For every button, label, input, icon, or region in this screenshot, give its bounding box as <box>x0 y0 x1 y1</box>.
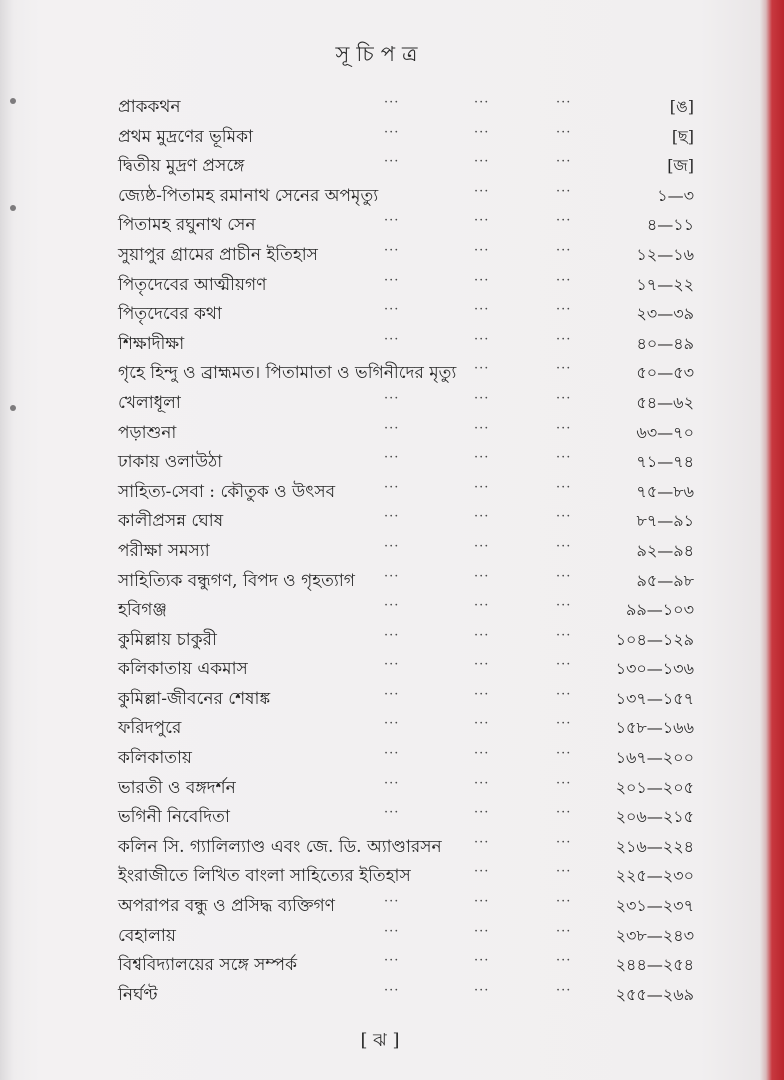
leader-dots: ··· <box>474 805 490 821</box>
toc-entry-title: জ্যেষ্ঠ-পিতামহ রমানাথ সেনের অপমৃত্যু <box>118 185 379 206</box>
toc-entry <box>0 151 760 181</box>
leader-dots: ··· <box>474 420 490 436</box>
leader-dots: ··· <box>556 509 572 525</box>
toc-entry-title: হবিগঞ্জ <box>118 600 167 621</box>
toc-entry <box>0 980 760 1010</box>
leader-dots: ··· <box>474 894 490 910</box>
toc-entry-title: সুয়াপুর গ্রামের প্রাচীন ইতিহাস <box>118 244 318 265</box>
toc-entry-title: অপরাপর বন্ধু ও প্রসিদ্ধ ব্যক্তিগণ <box>118 896 335 917</box>
leader-dots: ··· <box>474 538 490 554</box>
toc-entry-page: ১২—১৬ <box>636 244 694 264</box>
leader-dots: ··· <box>556 834 572 850</box>
leader-dots: ··· <box>474 834 490 850</box>
toc-entry-title: দ্বিতীয় মুদ্রণ প্রসঙ্গে <box>118 156 245 177</box>
leader-dots: ··· <box>474 775 490 791</box>
toc-entry <box>0 418 760 448</box>
leader-dots: ··· <box>556 183 572 199</box>
toc-entry-page: [ঙ] <box>669 97 694 116</box>
toc-entry <box>0 743 760 773</box>
leader-dots: ··· <box>384 716 400 732</box>
toc-entry-title: সাহিত্য-সেবা : কৌতুক ও উৎসব <box>118 481 336 502</box>
leader-dots: ··· <box>556 894 572 910</box>
leader-dots: ··· <box>556 242 572 258</box>
toc-entry <box>0 921 760 951</box>
toc-entry-page: ৫৪—৬২ <box>636 392 694 412</box>
toc-entry <box>0 950 760 980</box>
toc-entry <box>0 861 760 891</box>
leader-dots: ··· <box>474 331 490 347</box>
leader-dots: ··· <box>384 450 400 466</box>
leader-dots: ··· <box>474 272 490 288</box>
toc-entry-title: গৃহে হিন্দু ও ব্রাহ্মমত। পিতামাতা ও ভগিনীদের মৃত্যু <box>118 363 457 384</box>
leader-dots: ··· <box>474 982 490 998</box>
toc-entry-title: পিতৃদেবের কথা <box>118 304 222 325</box>
toc-entry-title: পিতামহ রঘুনাথ সেন <box>118 215 256 236</box>
toc-entry <box>0 181 760 211</box>
toc-entry-title: কুমিল্লায় চাকুরী <box>118 629 217 650</box>
toc-entry-title: কলিকাতায় একমাস <box>118 659 248 680</box>
leader-dots: ··· <box>556 657 572 673</box>
leader-dots: ··· <box>556 627 572 643</box>
toc-entry-title: বিশ্ববিদ্যালয়ের সঙ্গে সম্পর্ক <box>118 955 297 976</box>
leader-dots: ··· <box>556 124 572 140</box>
toc-entry-title: নির্ঘণ্ট <box>118 984 158 1005</box>
toc-entry-title: ভগিনী নিবেদিতা <box>118 807 230 828</box>
toc-entry-page: ২০৬—২১৫ <box>615 807 694 827</box>
toc-entry-page: ৫০—৫৩ <box>636 363 694 383</box>
toc-entry-page: ৯২—৯৪ <box>636 540 694 560</box>
toc-entry-page: ২২৫—২৩০ <box>615 866 694 886</box>
leader-dots: ··· <box>474 657 490 673</box>
toc-entry-title: ইংরাজীতে লিখিত বাংলা সাহিত্যের ইতিহাস <box>118 866 411 887</box>
toc-entry-page: ৪—১১ <box>646 215 694 235</box>
toc-entry-page: ২৩১—২৩৭ <box>615 896 694 916</box>
toc-entry-page: ২৩—৩৯ <box>636 304 694 324</box>
toc-entry <box>0 299 760 329</box>
toc-entry <box>0 832 760 862</box>
toc-entry <box>0 240 760 270</box>
leader-dots: ··· <box>474 95 490 110</box>
toc-entry-title: খেলাধূলা <box>118 392 181 413</box>
toc-entry <box>0 566 760 596</box>
leader-dots: ··· <box>556 923 572 939</box>
leader-dots: ··· <box>384 154 400 170</box>
leader-dots: ··· <box>556 686 572 702</box>
leader-dots: ··· <box>384 746 400 762</box>
toc-entry <box>0 891 760 921</box>
toc-entry-page: ১৭—২২ <box>636 274 694 294</box>
toc-entry <box>0 122 760 152</box>
page-folio: [ ঝ ] <box>360 1030 400 1051</box>
leader-dots: ··· <box>556 154 572 170</box>
leader-dots: ··· <box>556 746 572 762</box>
leader-dots: ··· <box>556 538 572 554</box>
toc-entry-page: ২৫৫—২৬৯ <box>615 984 694 1004</box>
toc-entry-title: ফরিদপুরে <box>118 718 182 739</box>
table-of-contents <box>0 92 760 1009</box>
toc-entry <box>0 477 760 507</box>
toc-entry-title: কলিন সি. গ্যালিল্যাণ্ড এবং জে. ডি. অ্যাণ্ডারসন <box>118 836 442 857</box>
toc-entry-page: ৬৩—৭০ <box>636 422 694 442</box>
toc-entry <box>0 773 760 803</box>
leader-dots: ··· <box>384 982 400 998</box>
leader-dots: ··· <box>556 953 572 969</box>
leader-dots: ··· <box>556 479 572 495</box>
leader-dots: ··· <box>474 864 490 880</box>
toc-entry-page: ১—৩ <box>657 185 694 205</box>
toc-entry <box>0 536 760 566</box>
leader-dots: ··· <box>556 420 572 436</box>
leader-dots: ··· <box>556 213 572 229</box>
toc-entry <box>0 595 760 625</box>
leader-dots: ··· <box>474 716 490 732</box>
toc-entry-page: ২১৬—২২৪ <box>615 836 694 856</box>
leader-dots: ··· <box>474 390 490 406</box>
leader-dots: ··· <box>556 568 572 584</box>
leader-dots: ··· <box>474 568 490 584</box>
toc-entry-title: সাহিত্যিক বন্ধুগণ, বিপদ ও গৃহত্যাগ <box>118 570 355 591</box>
leader-dots: ··· <box>556 302 572 318</box>
toc-entry-title: কুমিল্লা-জীবনের শেষাঙ্ক <box>118 688 271 709</box>
leader-dots: ··· <box>384 124 400 140</box>
leader-dots: ··· <box>384 657 400 673</box>
toc-entry <box>0 713 760 743</box>
leader-dots: ··· <box>474 479 490 495</box>
toc-entry-page: ১৫৮—১৬৬ <box>615 718 694 738</box>
toc-entry-title: কলিকাতায় <box>118 748 192 769</box>
toc-entry <box>0 388 760 418</box>
leader-dots: ··· <box>474 124 490 140</box>
toc-entry-page: ২৪৪—২৫৪ <box>615 955 694 975</box>
leader-dots: ··· <box>556 390 572 406</box>
leader-dots: ··· <box>556 331 572 347</box>
leader-dots: ··· <box>474 361 490 377</box>
toc-entry-title: পরীক্ষা সমস্যা <box>118 540 210 561</box>
toc-entry-title: শিক্ষাদীক্ষা <box>118 333 185 354</box>
toc-entry-title: কালীপ্রসন্ন ঘোষ <box>118 511 224 532</box>
toc-entry-page: ১৬৭—২০০ <box>615 748 694 768</box>
leader-dots: ··· <box>556 450 572 466</box>
leader-dots: ··· <box>474 627 490 643</box>
toc-entry <box>0 654 760 684</box>
toc-entry <box>0 329 760 359</box>
toc-entry-title: পড়াশুনা <box>118 422 177 443</box>
leader-dots: ··· <box>384 953 400 969</box>
leader-dots: ··· <box>384 686 400 702</box>
toc-entry-page: ২০১—২০৫ <box>615 777 694 797</box>
toc-entry <box>0 92 760 122</box>
leader-dots: ··· <box>474 450 490 466</box>
leader-dots: ··· <box>474 598 490 614</box>
toc-entry-page: ৮৭—৯১ <box>636 511 694 531</box>
red-cover-edge <box>760 0 784 1080</box>
leader-dots: ··· <box>384 479 400 495</box>
leader-dots: ··· <box>556 716 572 732</box>
toc-entry-title: বেহালায় <box>118 925 176 946</box>
leader-dots: ··· <box>474 686 490 702</box>
toc-entry <box>0 625 760 655</box>
toc-entry-page: ৭১—৭৪ <box>636 452 694 472</box>
leader-dots: ··· <box>474 746 490 762</box>
toc-entry-page: ৭৫—৮৬ <box>636 481 694 501</box>
leader-dots: ··· <box>384 509 400 525</box>
toc-entry <box>0 802 760 832</box>
leader-dots: ··· <box>556 95 572 110</box>
leader-dots: ··· <box>384 538 400 554</box>
leader-dots: ··· <box>556 361 572 377</box>
toc-entry-page: ১৩৭—১৫৭ <box>615 688 694 708</box>
leader-dots: ··· <box>384 775 400 791</box>
leader-dots: ··· <box>556 598 572 614</box>
toc-entry-page: ১৩০—১৩৬ <box>615 659 694 679</box>
leader-dots: ··· <box>384 568 400 584</box>
leader-dots: ··· <box>384 805 400 821</box>
leader-dots: ··· <box>474 154 490 170</box>
leader-dots: ··· <box>474 242 490 258</box>
toc-entry-title: প্রাককথন <box>118 97 181 117</box>
toc-entry-title: পিতৃদেবের আত্মীয়গণ <box>118 274 267 295</box>
leader-dots: ··· <box>384 331 400 347</box>
leader-dots: ··· <box>474 923 490 939</box>
leader-dots: ··· <box>384 390 400 406</box>
leader-dots: ··· <box>474 213 490 229</box>
leader-dots: ··· <box>384 894 400 910</box>
leader-dots: ··· <box>556 805 572 821</box>
leader-dots: ··· <box>384 272 400 288</box>
leader-dots: ··· <box>384 242 400 258</box>
leader-dots: ··· <box>556 864 572 880</box>
toc-entry-page: [জ] <box>667 156 694 176</box>
leader-dots: ··· <box>384 923 400 939</box>
toc-entry-title: ভারতী ও বঙ্গদর্শন <box>118 777 236 798</box>
page-title: সূচিপত্র <box>335 42 425 66</box>
toc-entry <box>0 270 760 300</box>
toc-entry-page: [ছ] <box>671 126 694 146</box>
toc-entry-page: ১০৪—১২৯ <box>615 629 694 649</box>
leader-dots: ··· <box>384 213 400 229</box>
leader-dots: ··· <box>474 183 490 199</box>
leader-dots: ··· <box>556 982 572 998</box>
leader-dots: ··· <box>474 509 490 525</box>
toc-entry-title: ঢাকায় ওলাউঠা <box>118 452 223 473</box>
toc-entry-page: ৯৯—১০৩ <box>626 600 694 620</box>
leader-dots: ··· <box>384 598 400 614</box>
leader-dots: ··· <box>384 302 400 318</box>
leader-dots: ··· <box>474 953 490 969</box>
toc-entry <box>0 210 760 240</box>
leader-dots: ··· <box>384 95 400 110</box>
leader-dots: ··· <box>474 302 490 318</box>
toc-entry <box>0 684 760 714</box>
toc-entry-page: ২৩৮—২৪৩ <box>615 925 694 945</box>
leader-dots: ··· <box>556 775 572 791</box>
leader-dots: ··· <box>556 272 572 288</box>
toc-entry-title: প্রথম মুদ্রণের ভূমিকা <box>118 126 253 147</box>
toc-entry-page: ৯৫—৯৮ <box>636 570 694 590</box>
toc-entry <box>0 506 760 536</box>
toc-entry-page: ৪০—৪৯ <box>636 333 694 353</box>
toc-entry <box>0 447 760 477</box>
leader-dots: ··· <box>384 627 400 643</box>
leader-dots: ··· <box>384 420 400 436</box>
toc-entry <box>0 358 760 388</box>
